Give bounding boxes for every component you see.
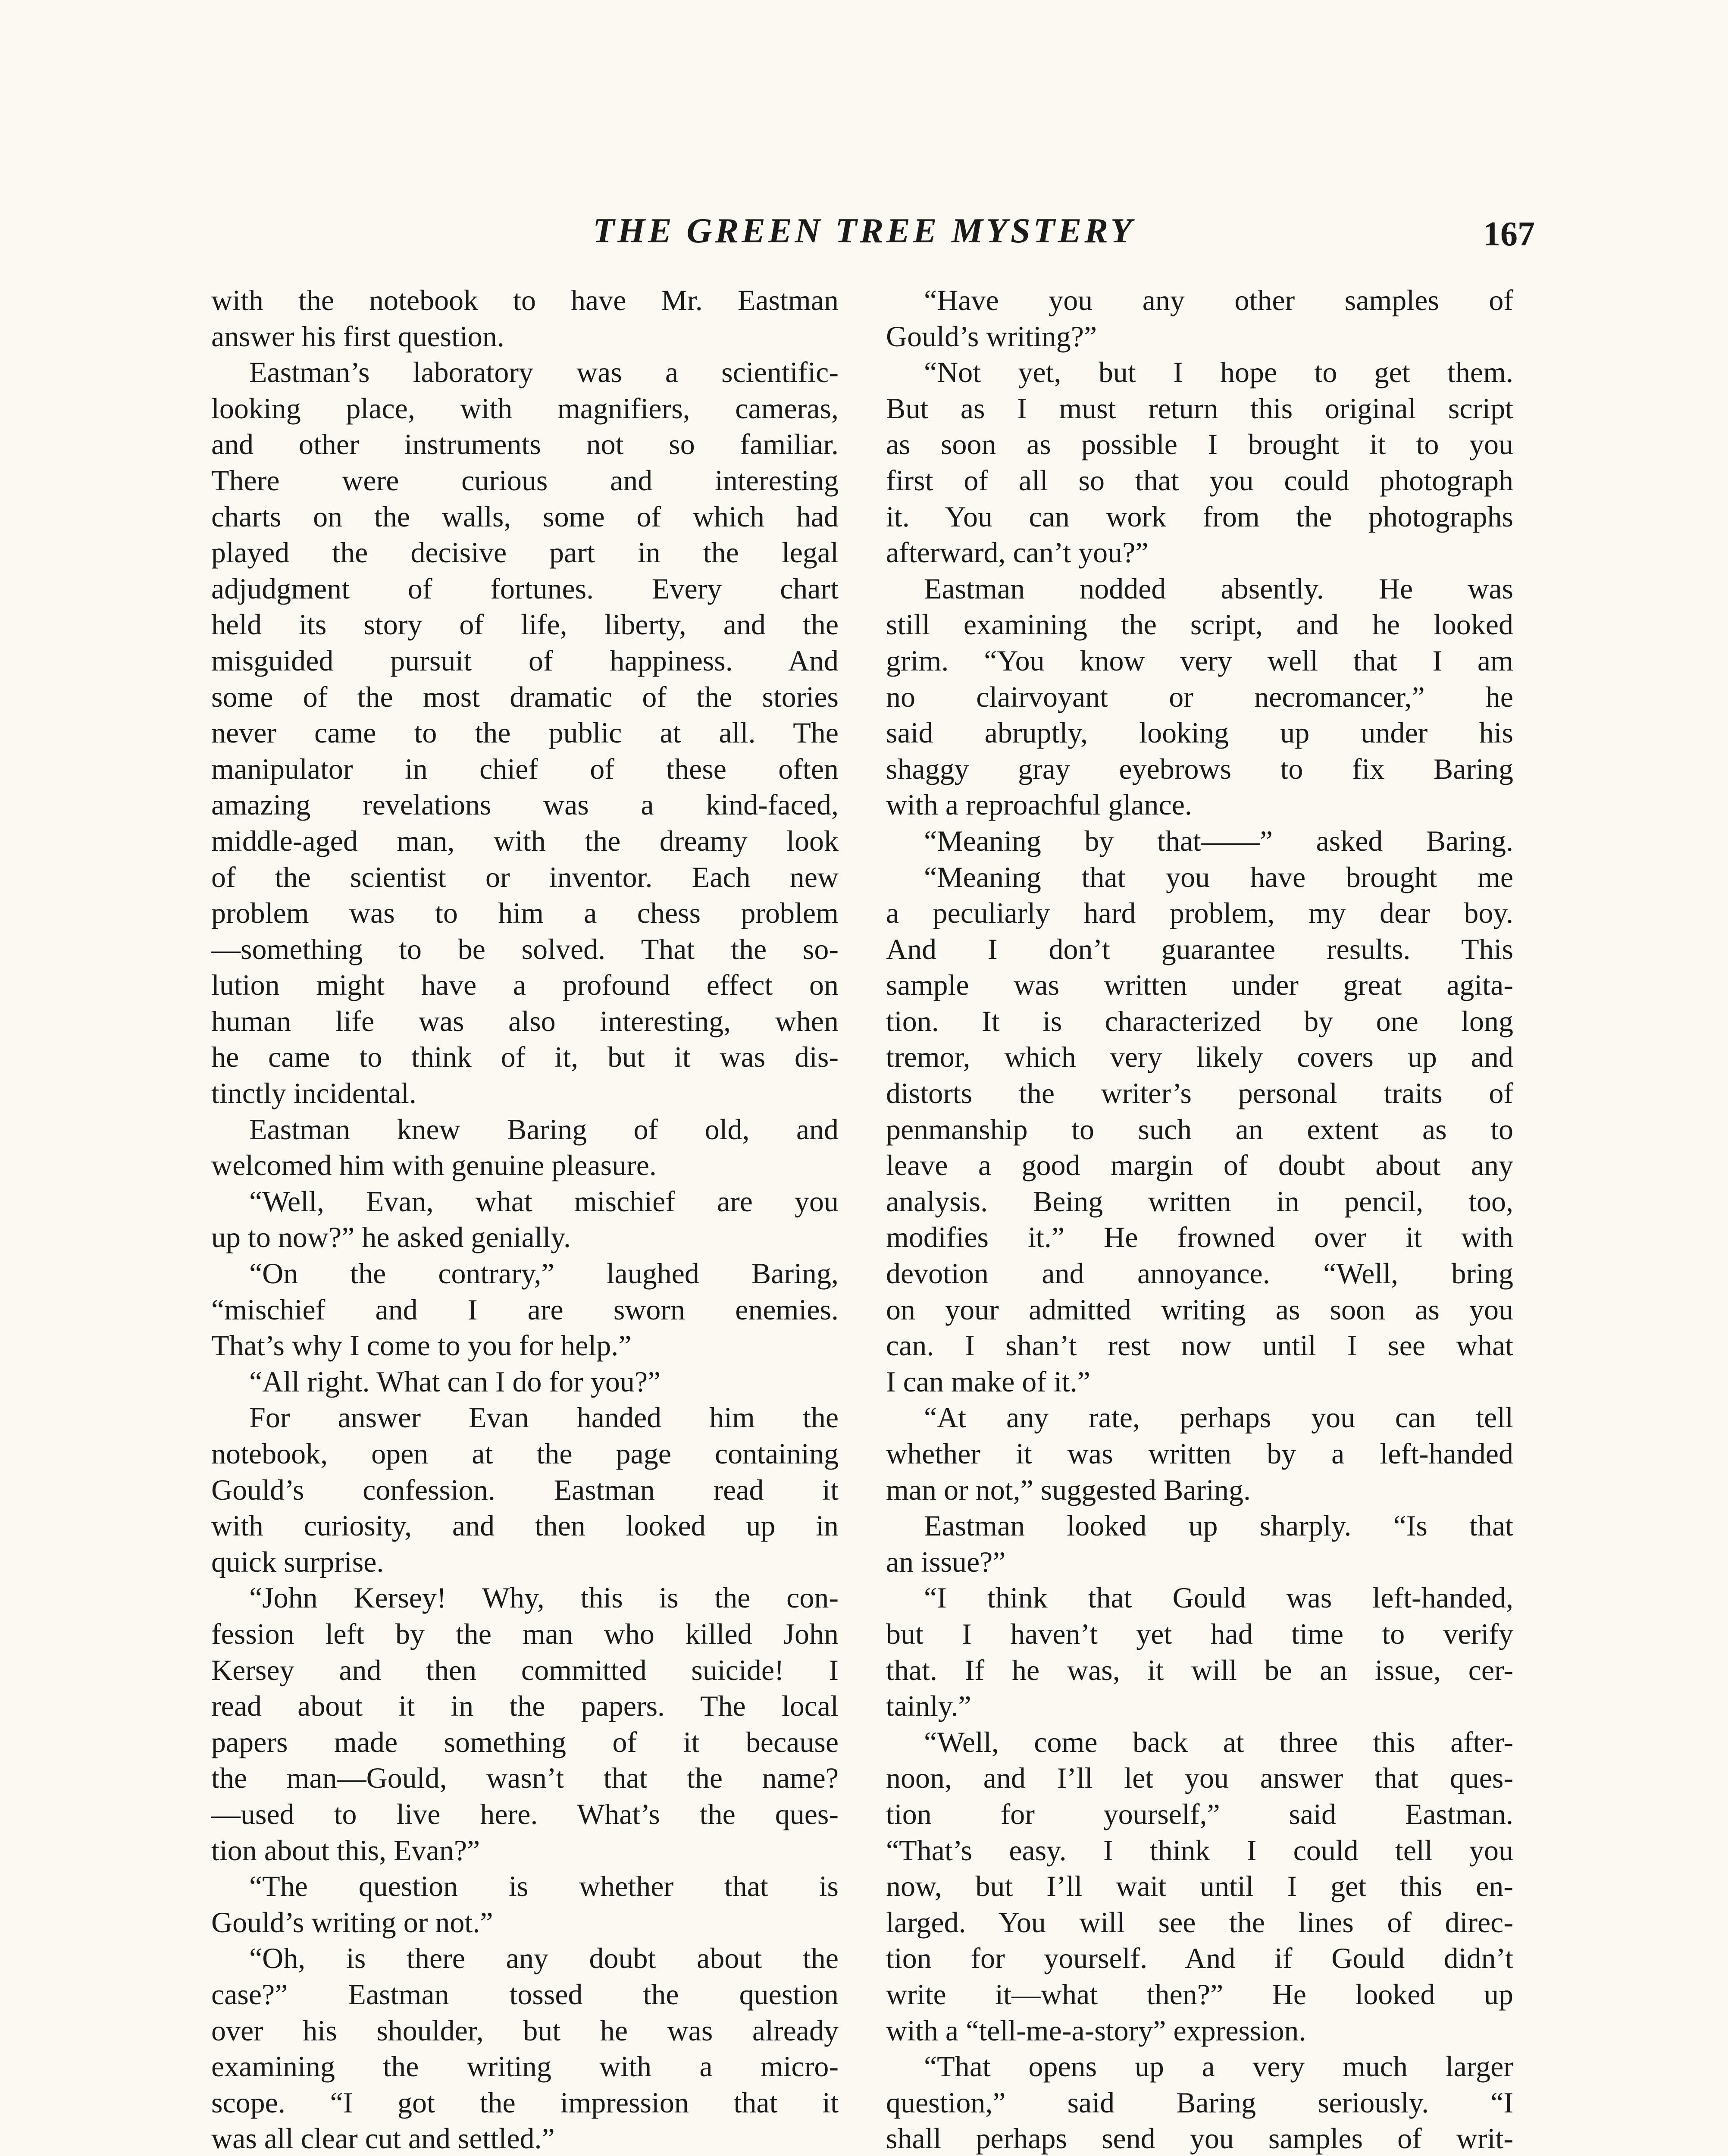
text-line: that. If he was, it will be an issue, cer-	[886, 1653, 1513, 1686]
text-line: “That’s easy. I think I could tell you	[886, 1833, 1513, 1867]
text-line: was all clear cut and settled.”	[211, 2122, 555, 2155]
text-line: with a reproachful glance.	[886, 788, 1192, 821]
left-column	[211, 282, 839, 2156]
text-line: leave a good margin of doubt about any	[886, 1149, 1513, 1182]
text-line: “Well, Evan, what mischief are you	[249, 1185, 839, 1218]
text-line: “The question is whether that is	[249, 1870, 839, 1903]
text-line: “Oh, is there any doubt about the	[249, 1942, 839, 1975]
text-line: misguided pursuit of happiness. And	[211, 644, 839, 677]
running-head	[0, 203, 1728, 267]
text-line: tion about this, Evan?”	[211, 1833, 480, 1867]
text-line: with a “tell-me-a-story” expression.	[886, 2014, 1306, 2047]
text-line: first of all so that you could photograph	[886, 464, 1513, 497]
text-line: But as I must return this original script	[886, 392, 1513, 425]
text-line: Eastman’s laboratory was a scientific-	[249, 356, 839, 389]
text-line: “John Kersey! Why, this is the con-	[249, 1581, 839, 1614]
text-line: whether it was written by a left-handed	[886, 1437, 1513, 1470]
text-line: question,” said Baring seriously. “I	[886, 2086, 1513, 2119]
text-line: human life was also interesting, when	[211, 1004, 839, 1037]
text-line: “Have you any other samples of	[924, 284, 1513, 317]
text-line: distorts the writer’s personal traits of	[886, 1077, 1513, 1110]
text-line: tainly.”	[886, 1689, 971, 1723]
text-line: a peculiarly hard problem, my dear boy.	[886, 896, 1513, 930]
text-line: tion. It is characterized by one long	[886, 1004, 1513, 1037]
text-line: the man—Gould, wasn’t that the name?	[211, 1761, 839, 1795]
text-line: case?” Eastman tossed the question	[211, 1977, 839, 2011]
text-line: Gould’s confession. Eastman read it	[211, 1473, 839, 1506]
text-line: noon, and I’ll let you answer that ques-	[886, 1761, 1513, 1795]
text-line: an issue?”	[886, 1545, 1006, 1578]
text-line: papers made something of it because	[211, 1725, 839, 1758]
text-line: shall perhaps send you samples of writ-	[886, 2122, 1513, 2155]
text-line: with the notebook to have Mr. Eastman	[211, 284, 839, 317]
text-line: “I think that Gould was left-handed,	[924, 1581, 1513, 1614]
text-line: grim. “You know very well that I am	[886, 644, 1513, 677]
text-line: scope. “I got the impression that it	[211, 2086, 839, 2119]
text-line: And I don’t guarantee results. This	[886, 932, 1513, 965]
text-line: devotion and annoyance. “Well, bring	[886, 1257, 1513, 1290]
text-line: of the scientist or inventor. Each new	[211, 860, 839, 893]
text-line: examining the writing with a micro-	[211, 2050, 839, 2083]
text-line: looking place, with magnifiers, cameras,	[211, 392, 839, 425]
text-line: larged. You will see the lines of direc-	[886, 1905, 1513, 1939]
text-line: charts on the walls, some of which had	[211, 500, 839, 533]
text-line: quick surprise.	[211, 1545, 384, 1578]
text-line: Kersey and then committed suicide! I	[211, 1653, 839, 1686]
text-line: manipulator in chief of these often	[211, 752, 839, 785]
text-line: held its story of life, liberty, and the	[211, 608, 839, 641]
text-line: Gould’s writing or not.”	[211, 1905, 493, 1939]
text-line: some of the most dramatic of the stories	[211, 680, 839, 713]
text-line: notebook, open at the page containing	[211, 1437, 839, 1470]
text-line: tinctly incidental.	[211, 1077, 416, 1110]
text-line: up to now?” he asked genially.	[211, 1221, 571, 1254]
text-line: For answer Evan handed him the	[249, 1401, 839, 1434]
text-line: amazing revelations was a kind-faced,	[211, 788, 839, 821]
text-line: “Meaning by that——” asked Baring.	[924, 824, 1513, 857]
text-line: modifies it.” He frowned over it with	[886, 1221, 1513, 1254]
page-number: 167	[1483, 215, 1535, 253]
text-line: “On the contrary,” laughed Baring,	[249, 1257, 839, 1290]
text-line: Eastman looked up sharply. “Is that	[924, 1509, 1513, 1542]
text-line: man or not,” suggested Baring.	[886, 1473, 1251, 1506]
text-line: I can make of it.”	[886, 1365, 1090, 1398]
text-line: no clairvoyant or necromancer,” he	[886, 680, 1513, 713]
text-line: can. I shan’t rest now until I see what	[886, 1329, 1513, 1362]
text-line: problem was to him a chess problem	[211, 896, 839, 930]
text-line: sample was written under great agita-	[886, 968, 1513, 1002]
text-line: played the decisive part in the legal	[211, 536, 839, 569]
text-line: write it—what then?” He looked up	[886, 1977, 1513, 2011]
text-line: over his shoulder, but he was already	[211, 2014, 839, 2047]
text-line: shaggy gray eyebrows to fix Baring	[886, 752, 1513, 785]
text-line: middle-aged man, with the dreamy look	[211, 824, 839, 857]
text-line: “Meaning that you have brought me	[924, 860, 1513, 893]
text-line: penmanship to such an extent as to	[886, 1112, 1513, 1146]
text-line: Gould’s writing?”	[886, 320, 1097, 353]
text-line: “Not yet, but I hope to get them.	[924, 356, 1513, 389]
text-line: That’s why I come to you for help.”	[211, 1329, 632, 1362]
text-line: “mischief and I are sworn enemies.	[211, 1293, 839, 1326]
text-line: he came to think of it, but it was dis-	[211, 1040, 839, 1074]
text-line: still examining the script, and he looked	[886, 608, 1513, 641]
text-line: “Well, come back at three this after-	[924, 1725, 1513, 1758]
text-line: it. You can work from the photographs	[886, 500, 1513, 533]
running-title: THE GREEN TREE MYSTERY	[593, 211, 1135, 250]
text-line: tion for yourself,” said Eastman.	[886, 1797, 1513, 1830]
text-line: welcomed him with genuine pleasure.	[211, 1149, 657, 1182]
text-line: There were curious and interesting	[211, 464, 839, 497]
text-line: with curiosity, and then looked up in	[211, 1509, 839, 1542]
text-line: adjudgment of fortunes. Every chart	[211, 572, 839, 605]
text-line: lution might have a profound effect on	[211, 968, 839, 1002]
text-line: tremor, which very likely covers up and	[886, 1040, 1513, 1074]
text-line: “That opens up a very much larger	[924, 2050, 1513, 2083]
text-line: —something to be solved. That the so-	[211, 932, 839, 965]
right-column	[886, 282, 1513, 2156]
text-line: and other instruments not so familiar.	[211, 428, 839, 461]
text-line: analysis. Being written in pencil, too,	[886, 1185, 1513, 1218]
text-line: but I haven’t yet had time to verify	[886, 1617, 1513, 1650]
text-line: afterward, can’t you?”	[886, 536, 1149, 569]
text-line: on your admitted writing as soon as you	[886, 1293, 1513, 1326]
text-line: Eastman knew Baring of old, and	[249, 1112, 839, 1146]
text-line: fession left by the man who killed John	[211, 1617, 839, 1650]
text-line: never came to the public at all. The	[211, 716, 839, 749]
text-line: tion for yourself. And if Gould didn’t	[886, 1942, 1513, 1975]
text-line: “At any rate, perhaps you can tell	[924, 1401, 1513, 1434]
text-line: —used to live here. What’s the ques-	[211, 1797, 839, 1830]
text-line: now, but I’ll wait until I get this en-	[886, 1870, 1513, 1903]
text-line: said abruptly, looking up under his	[886, 716, 1513, 749]
text-line: Eastman nodded absently. He was	[924, 572, 1513, 605]
text-line: answer his first question.	[211, 320, 504, 353]
text-line: “All right. What can I do for you?”	[249, 1365, 661, 1398]
text-line: as soon as possible I brought it to you	[886, 428, 1513, 461]
text-line: read about it in the papers. The local	[211, 1689, 839, 1723]
